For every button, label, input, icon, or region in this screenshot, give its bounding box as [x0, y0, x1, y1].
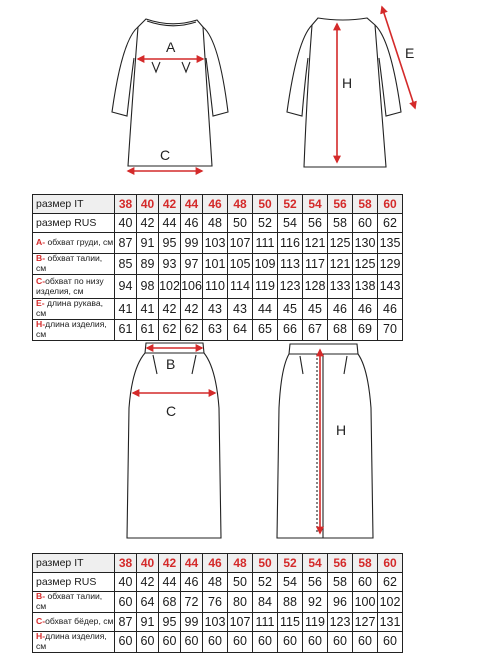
- value-cell: 119: [303, 612, 328, 631]
- value-cell: 80: [228, 592, 253, 613]
- skirt-back-drawing: [250, 338, 500, 548]
- dress-back-drawing: [250, 0, 500, 190]
- it-size-cell: 60: [378, 554, 403, 573]
- value-cell: 61: [137, 319, 159, 340]
- value-cell: 93: [159, 254, 181, 275]
- it-size-cell: 50: [253, 195, 278, 214]
- it-size-cell: 52: [278, 195, 303, 214]
- rus-size-cell: 44: [159, 573, 181, 592]
- it-size-cell: 56: [328, 195, 353, 214]
- it-label: размер IT: [33, 554, 115, 573]
- value-cell: 138: [353, 275, 378, 299]
- value-cell: 60: [137, 631, 159, 652]
- row-label-waist: [33, 592, 115, 613]
- value-cell: 127: [353, 612, 378, 631]
- value-cell: 69: [353, 319, 378, 340]
- value-cell: 95: [159, 233, 181, 254]
- dress-it-row: [33, 195, 403, 214]
- row-label-text: обхват по низу изделия, см: [36, 275, 104, 296]
- value-cell: 45: [278, 299, 303, 320]
- value-cell: 60: [159, 631, 181, 652]
- label-c-dress: C: [160, 147, 171, 163]
- value-cell: 84: [253, 592, 278, 613]
- value-cell: 110: [203, 275, 228, 299]
- row-label-length: [33, 631, 115, 652]
- value-cell: 129: [378, 254, 403, 275]
- value-cell: 85: [115, 254, 137, 275]
- it-size-cell: 40: [137, 195, 159, 214]
- skirt-it-row: [33, 554, 403, 573]
- row-marker: B-: [36, 591, 46, 601]
- value-cell: 68: [159, 592, 181, 613]
- rus-size-cell: 60: [353, 214, 378, 233]
- value-cell: 117: [303, 254, 328, 275]
- value-cell: 103: [203, 233, 228, 254]
- value-cell: 143: [378, 275, 403, 299]
- value-cell: 62: [159, 319, 181, 340]
- value-cell: 70: [378, 319, 403, 340]
- value-cell: 133: [328, 275, 353, 299]
- value-cell: 121: [328, 254, 353, 275]
- it-size-cell: 56: [328, 554, 353, 573]
- it-size-cell: 48: [228, 554, 253, 573]
- value-cell: 43: [203, 299, 228, 320]
- value-cell: 125: [353, 254, 378, 275]
- it-size-cell: 40: [137, 554, 159, 573]
- it-size-cell: 46: [203, 554, 228, 573]
- row-marker: H-: [36, 319, 46, 329]
- row-label-text: длина изделия, см: [36, 631, 107, 651]
- it-size-cell: 44: [181, 554, 203, 573]
- value-cell: 46: [378, 299, 403, 320]
- value-cell: 62: [181, 319, 203, 340]
- value-cell: 64: [137, 592, 159, 613]
- value-cell: 91: [137, 233, 159, 254]
- row-marker: B-: [36, 253, 46, 264]
- value-cell: 92: [303, 592, 328, 613]
- rus-label: размер RUS: [33, 214, 115, 233]
- rus-size-cell: 42: [137, 214, 159, 233]
- dress-bust-row: [33, 233, 403, 254]
- value-cell: 131: [378, 612, 403, 631]
- it-size-cell: 52: [278, 554, 303, 573]
- value-cell: 123: [328, 612, 353, 631]
- value-cell: 99: [181, 612, 203, 631]
- rus-label: размер RUS: [33, 573, 115, 592]
- dress-length-row: [33, 319, 403, 340]
- it-size-cell: 38: [115, 195, 137, 214]
- it-size-cell: 58: [353, 554, 378, 573]
- value-cell: 94: [115, 275, 137, 299]
- value-cell: 125: [328, 233, 353, 254]
- value-cell: 65: [253, 319, 278, 340]
- skirt-size-table: [32, 553, 403, 653]
- value-cell: 41: [137, 299, 159, 320]
- row-label-bust: [33, 233, 115, 254]
- it-size-cell: 42: [159, 195, 181, 214]
- value-cell: 109: [253, 254, 278, 275]
- row-marker: C-: [36, 275, 46, 286]
- it-size-cell: 50: [253, 554, 278, 573]
- value-cell: 60: [378, 631, 403, 652]
- skirt-hip-row: [33, 612, 403, 631]
- value-cell: 96: [328, 592, 353, 613]
- value-cell: 95: [159, 612, 181, 631]
- value-cell: 113: [278, 254, 303, 275]
- value-cell: 114: [228, 275, 253, 299]
- value-cell: 63: [203, 319, 228, 340]
- value-cell: 46: [328, 299, 353, 320]
- it-size-cell: 48: [228, 195, 253, 214]
- value-cell: 105: [228, 254, 253, 275]
- row-label-text: обхват талии, см: [36, 253, 103, 273]
- value-cell: 107: [228, 233, 253, 254]
- value-cell: 76: [203, 592, 228, 613]
- value-cell: 107: [228, 612, 253, 631]
- value-cell: 60: [228, 631, 253, 652]
- label-h-dress: H: [342, 75, 353, 91]
- value-cell: 43: [228, 299, 253, 320]
- value-cell: 60: [181, 631, 203, 652]
- value-cell: 87: [115, 233, 137, 254]
- label-c-skirt: C: [166, 403, 177, 419]
- it-size-cell: 54: [303, 195, 328, 214]
- value-cell: 66: [278, 319, 303, 340]
- value-cell: 91: [137, 612, 159, 631]
- label-a: A: [166, 39, 176, 55]
- row-label-length: [33, 319, 115, 340]
- value-cell: 89: [137, 254, 159, 275]
- skirt-waist-row: [33, 592, 403, 613]
- dress-front-drawing: [0, 0, 250, 190]
- value-cell: 60: [303, 631, 328, 652]
- value-cell: 88: [278, 592, 303, 613]
- rus-size-cell: 62: [378, 214, 403, 233]
- it-size-cell: 54: [303, 554, 328, 573]
- value-cell: 102: [378, 592, 403, 613]
- row-label-text: длина изделия, см: [36, 319, 107, 339]
- rus-size-cell: 56: [303, 214, 328, 233]
- row-marker: H-: [36, 631, 46, 641]
- it-size-cell: 60: [378, 195, 403, 214]
- value-cell: 101: [203, 254, 228, 275]
- value-cell: 60: [115, 631, 137, 652]
- value-cell: 44: [253, 299, 278, 320]
- rus-size-cell: 48: [203, 214, 228, 233]
- rus-size-cell: 42: [137, 573, 159, 592]
- label-e: E: [405, 45, 415, 61]
- row-label-waist: [33, 254, 115, 275]
- it-size-cell: 38: [115, 554, 137, 573]
- value-cell: 106: [181, 275, 203, 299]
- it-size-cell: 46: [203, 195, 228, 214]
- it-size-cell: 44: [181, 195, 203, 214]
- value-cell: 64: [228, 319, 253, 340]
- rus-size-cell: 50: [228, 214, 253, 233]
- it-size-cell: 42: [159, 554, 181, 573]
- rus-size-cell: 48: [203, 573, 228, 592]
- rus-size-cell: 58: [328, 214, 353, 233]
- skirt-front-drawing: [0, 338, 250, 548]
- value-cell: 121: [303, 233, 328, 254]
- rus-size-cell: 56: [303, 573, 328, 592]
- value-cell: 98: [137, 275, 159, 299]
- rus-size-cell: 52: [253, 573, 278, 592]
- value-cell: 103: [203, 612, 228, 631]
- value-cell: 46: [353, 299, 378, 320]
- value-cell: 87: [115, 612, 137, 631]
- value-cell: 60: [115, 592, 137, 613]
- rus-size-cell: 40: [115, 214, 137, 233]
- value-cell: 41: [115, 299, 137, 320]
- row-label-hem: [33, 275, 115, 299]
- value-cell: 102: [159, 275, 181, 299]
- value-cell: 97: [181, 254, 203, 275]
- skirt-rus-row: [33, 573, 403, 592]
- value-cell: 111: [253, 233, 278, 254]
- rus-size-cell: 54: [278, 573, 303, 592]
- rus-size-cell: 44: [159, 214, 181, 233]
- row-label-sleeve: [33, 299, 115, 320]
- value-cell: 42: [159, 299, 181, 320]
- rus-size-cell: 52: [253, 214, 278, 233]
- dress-size-table: [32, 194, 403, 341]
- value-cell: 60: [328, 631, 353, 652]
- it-size-cell: 58: [353, 195, 378, 214]
- dress-waist-row: [33, 254, 403, 275]
- value-cell: 72: [181, 592, 203, 613]
- rus-size-cell: 58: [328, 573, 353, 592]
- rus-size-cell: 46: [181, 573, 203, 592]
- row-marker: C-: [36, 615, 46, 626]
- rus-size-cell: 46: [181, 214, 203, 233]
- value-cell: 128: [303, 275, 328, 299]
- value-cell: 119: [253, 275, 278, 299]
- row-label-text: обхват талии, см: [36, 591, 103, 611]
- rus-size-cell: 40: [115, 573, 137, 592]
- value-cell: 67: [303, 319, 328, 340]
- rus-size-cell: 60: [353, 573, 378, 592]
- value-cell: 42: [181, 299, 203, 320]
- row-label-text: обхват бёдер, см: [45, 615, 114, 626]
- rus-size-cell: 54: [278, 214, 303, 233]
- value-cell: 111: [253, 612, 278, 631]
- value-cell: 99: [181, 233, 203, 254]
- label-b: B: [166, 356, 176, 372]
- row-label-text: длина рукава, см: [36, 298, 104, 318]
- value-cell: 60: [353, 631, 378, 652]
- row-label-text: обхват груди, см: [45, 237, 114, 248]
- value-cell: 123: [278, 275, 303, 299]
- dress-hem-row: [33, 275, 403, 299]
- dress-rus-row: [33, 214, 403, 233]
- value-cell: 68: [328, 319, 353, 340]
- value-cell: 130: [353, 233, 378, 254]
- label-h-skirt: H: [336, 422, 347, 438]
- value-cell: 115: [278, 612, 303, 631]
- value-cell: 116: [278, 233, 303, 254]
- row-label-hip: [33, 612, 115, 631]
- rus-size-cell: 50: [228, 573, 253, 592]
- value-cell: 135: [378, 233, 403, 254]
- dress-sleeve-row: [33, 299, 403, 320]
- value-cell: 61: [115, 319, 137, 340]
- value-cell: 45: [303, 299, 328, 320]
- row-marker: E-: [36, 298, 45, 308]
- skirt-length-row: [33, 631, 403, 652]
- value-cell: 60: [278, 631, 303, 652]
- value-cell: 60: [203, 631, 228, 652]
- value-cell: 60: [253, 631, 278, 652]
- it-label: размер IT: [33, 195, 115, 214]
- row-marker: A-: [36, 237, 46, 248]
- rus-size-cell: 62: [378, 573, 403, 592]
- value-cell: 100: [353, 592, 378, 613]
